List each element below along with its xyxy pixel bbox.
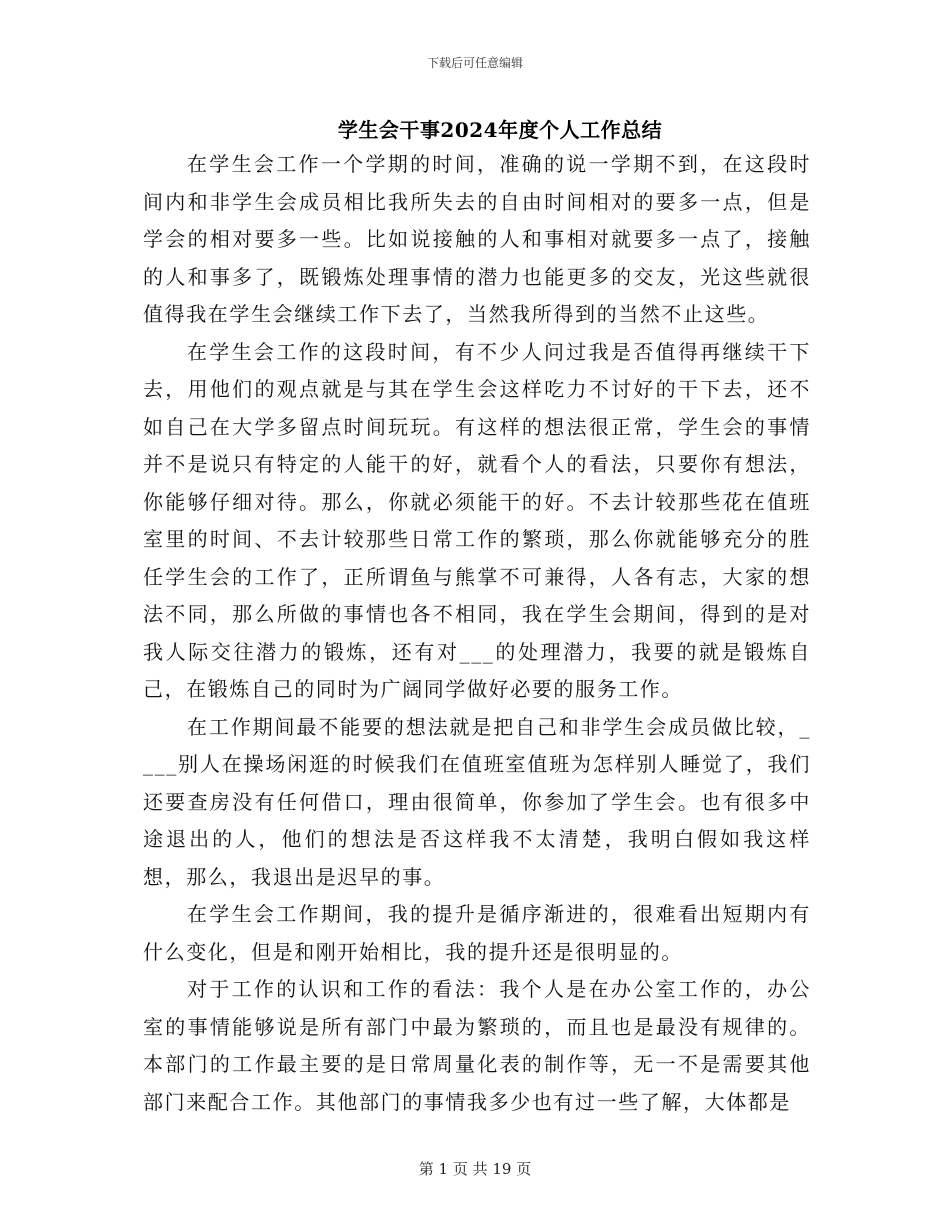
- paragraph: 在工作期间最不能要的想法就是把自己和非学生会成员做比较，____别人在操场闲逛的时候我们在值班室值班为怎样别人睡觉了，我们还要查房没有任何借口，理由很简单，你参加了学生会。也有很多中途退出的人，他们的想法是否这样我不太清楚，我明白假如我这样想，那么，我退出是迟早的事。: [143, 714, 811, 889]
- paragraph: 在学生会工作一个学期的时间，准确的说一学期不到，在这段时间内和非学生会成员相比我所失去的自由时间相对的要多一点，但是学会的相对要多一些。比如说接触的人和事相对就要多一点了，接触的人和事多了，既锻炼处理事情的潜力也能更多的交友，光这些就很值得我在学生会继续工作下去了，当然我所得到的当然不止这些。: [143, 152, 811, 326]
- paragraph: 在学生会工作期间，我的提升是循序渐进的，很难看出短期内有什么变化，但是和刚开始相比，我的提升还是很明显的。: [143, 902, 811, 964]
- document-body: [143, 146, 811, 1121]
- paragraph: 在学生会工作的这段时间，有不少人问过我是否值得再继续干下去，用他们的观点就是与其在学生会这样吃力不讨好的干下去，还不如自己在大学多留点时间玩玩。有这样的想法很正常，学生会的事情并不是说只有特定的人能干的好，就看个人的看法，只要你有想法，你能够仔细对待。那么，你就必须能干的好。不去计较那些花在值班室里的时间、不去计较那些日常工作的繁琐，那么你就能够充分的胜任学生会的工作了，正所谓鱼与熊掌不可兼得，人各有志，大家的想法不同，那么所做的事情也各不相同，我在学生会期间，得到的是对我人际交往潜力的锻炼，还有对___的处理潜力，我要的就是锻炼自己，在锻炼自己的同时为广阔同学做好必要的服务工作。: [143, 339, 811, 701]
- paragraph: 对于工作的认识和工作的看法：我个人是在办公室工作的，办公室的事情能够说是所有部门中最为繁琐的，而且也是最没有规律的。本部门的工作最主要的是日常周量化表的制作等，无一不是需要其他部门来配合工作。其他部门的事情我多少也有过一些了解，大体都是: [143, 977, 811, 1114]
- header-note: 下载后可任意编辑: [426, 56, 523, 70]
- document-title: 学生会干事2024年度个人工作总结: [337, 118, 663, 142]
- page-indicator: 第 1 页 共 19 页: [418, 1160, 532, 1178]
